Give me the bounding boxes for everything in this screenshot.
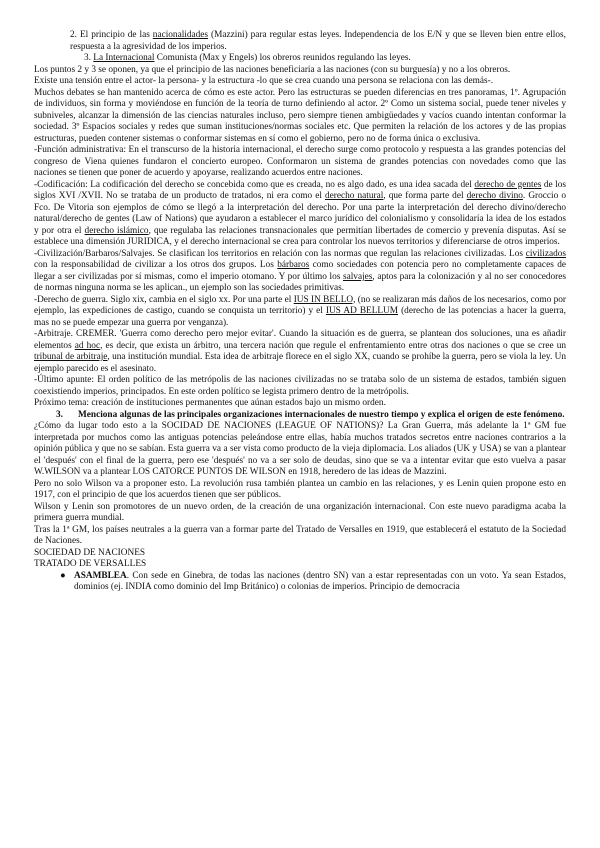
heading-number: 3.: [56, 409, 63, 420]
paragraph-versailles: Tras la 1ª GM, los países neutrales a la guerra van a formar parte del Tratado de Versalles en 1919, que establecerá el estatuto de la Sociedad de Naciones.: [34, 524, 566, 546]
underlined-term: nacionalidades: [152, 30, 209, 40]
paragraph-tension: Existe una tensión entre el actor- la persona- y la estructura -lo que se crea cuando una persona se relaciona con las demás-.: [34, 76, 494, 86]
paragraph-codification: -Codificación: La codificación del derecho se concebida como que es creada, no es algo dado, es una idea sacada del derecho de gentes de los siglos XVI /XVII. No se trataba de un producto de tratados, ni era como el derecho natural, que forma parte del derecho divino. Groccio o Fco. De Vitoria son ejemplos de cómo se llegó a la interpretación del derecho. Por una parte la interpretación del derecho divino/derecho natural/derecho de gentes (Law of Nations) que ayudaron a establecer el marco jurídico del colonialismo y consolidaría la idea de los estados y por otra el derecho islámico, que regulaba las relaciones transnacionales que permitían libertades de comercio y prevenía disputas. Así se establece una dimensión JURIDICA, y el derecho internacional se crea para controlar los nuevos territorios y diferenciarse de otros imperios.: [34, 179, 567, 247]
bullet-list: [34, 571, 566, 594]
underlined-term: derecho natural: [325, 191, 384, 201]
list-item: ● ASAMBLEA. Con sede en Ginebra, de todas las naciones (dentro SN) van a estar representadas con un voto. Ya sean Estados, dominios (ej. INDIA como dominio del Imp Británico) o colonias de imperios. Principio de democracia: [60, 570, 566, 592]
paragraph-last-note: -Último apunte: El orden político de las metrópolis de las naciones civilizadas no se trataba solo de un sistema de estados, también siguen coexistiendo imperios, principados. En este orden político se legista primero dentro de la metrópolis.: [34, 375, 566, 397]
paragraph-points-oppose: Los puntos 2 y 3 se oponen, ya que el principio de las naciones beneficiaria a las naciones (con su burguesía) y no a los obreros.: [34, 64, 511, 75]
underlined-term: salvajes: [342, 271, 373, 282]
paragraph-next-topic: Próximo tema: creación de instituciones permanentes que aúnan estados bajo un mismo orden.: [34, 398, 386, 408]
underlined-term: derecho islámico: [84, 225, 149, 236]
underlined-term: civilizados: [525, 248, 566, 259]
heading-text: Menciona algunas de las principales organizaciones internacionales de nuestro tiempo y explica el origen de este fenómeno.: [78, 409, 565, 420]
underlined-term: derecho divino: [466, 191, 523, 201]
paragraph-nationalities: 2. El principio de las nacionalidades (Mazzini) para regular estas leyes. Independencia de los E/N y que se lleven bien entre ellos, respuesta a la agresividad de los imperios.: [70, 30, 566, 52]
underlined-term: bárbaros: [277, 260, 310, 270]
label-tratado-versalles: TRATADO DE VERSALLES: [34, 559, 147, 569]
underlined-term: derecho de gentes: [474, 179, 542, 190]
paragraph-debates: Muchos debates se han mantenido acerca de cómo es este actor. Pero las estructuras se pueden diferencias en tres panoramas, 1º. Agrupación de individuos, sin forma y moviéndose en función de la teoría de turno definiendo al actor. 2º Como un sistema social, puede tener niveles y subniveles, alcanzar la dimensión de las ciencias naturales incluso, pero siempre tienen ambigüedades y vacíos cuando intentan conformar la sociedad. 3º Espacios sociales y redes que suman instituciones/normas sociales etc. Que permiten la relación de los actores y de las propias estructuras, pueden contener sistemas o conformar sistemas en sí como el gobierno, pero no de forma única o exclusiva.: [34, 87, 566, 144]
section-heading-3: [34, 410, 566, 422]
paragraph-war-law: -Derecho de guerra. Siglo xix, cambia en el siglo xx. Por una parte el IUS IN BELLO, (no se realizaran más daños de los necesarios, como por ejemplo, las expediciones de castigo, cuando se conquista un territorio) y el IUS AD BELLUM (derecho de las potencias a hacer la guerra, mas no se puede empezar una guerra por venganza).: [34, 294, 566, 328]
paragraph-administrative-function: -Función administrativa: En el transcurso de la historia internacional, el derecho surge como protocolo y respuesta a las grandes potencias del congreso de Viena quienes fundaron el concierto europeo. Conformaron un sistema de grandes potencias con novedades como que las naciones se tienen que poner de acuerdo y apoyarse, realizando acuerdos entre naciones.: [34, 145, 566, 178]
underlined-term: tribunal de arbitraje: [34, 352, 108, 362]
paragraph-lenin: Pero no solo Wilson va a proponer esto. La revolución rusa también plantea un cambio en las relaciones, y es Lenin quien propone esto en 1917, con el principio de que los acuerdos tienen que ser públicos.: [34, 478, 566, 500]
underlined-term: IUS AD BELLUM: [325, 306, 399, 316]
underlined-term: ad hoc: [74, 340, 101, 351]
paragraph-internacional: 3. La Internacional Comunista (Max y Engels) los obreros reunidos regulando las leyes.: [84, 53, 411, 63]
paragraph-league-of-nations: ¿Cómo da lugar todo esto a la SOCIDAD DE NACIONES (LEAGUE OF NATIONS)? La Gran Guerra, más adelante la 1ª GM fue interpretada por muchos como las antiguas potencias peleándose entre ellas, había muchos tratados secretos entre naciones contrarios a la opinión pública y que no se sabían. Esta guerra va a ser vista como producto de la vieja diplomacia. Los aliados (UK y USA) se van a plantear el 'después' con el final de la guerra, pero ese 'después' no va a ser solo de deudas, sino que se va a intentar evitar que esto vuelva a pasar W.WILSON va a plantear LOS CATORCE PUNTOS DE WILSON en 1918, heredero de las ideas de Mazzini.: [34, 421, 566, 477]
paragraph-civilization: -Civilización/Barbaros/Salvajes. Se clasifican los territorios en relación con las normas que regulan las relaciones civilizadas. Los civilizados con la responsabilidad de civilizar a los otros dos grupos. Los bárbaros como sociedades con potencia pero no completamente capaces de llegar a ser civilizadas por sí mismas, como el imperio otomano. Y por último los salvajes, aptos para la colonización y al no ser conocedores de normas ninguna norma se les aplican., un ejemplo son las sociedades primitivas.: [34, 248, 566, 293]
bullet-icon: ●: [60, 570, 66, 581]
label-sociedad-naciones: SOCIEDAD DE NACIONES: [34, 547, 146, 558]
underlined-term: La Internacional: [93, 53, 155, 63]
paragraph-arbitration: -Arbitraje. CREMER. 'Guerra como derecho pero mejor evitar'. Cuando la situación es de guerra, se plantean dos soluciones, una es añadir elementos ad hoc, es decir, que exista un árbitro, una tercera nación que regule el enfrentamiento entre otras dos naciones o que se cree un tribunal de arbitraje, una institución mundial. Esta idea de arbitraje florece en el siglo XX, cuando se prohíbe la guerra, pero se viola la ley. Un ejemplo parecido es el asesinato.: [34, 329, 567, 374]
paragraph-new-order: Wilson y Lenin son promotores de un nuevo orden, de la creación de una organización internacional. Con este nuevo paradigma acaba la primera guerra mundial.: [34, 501, 566, 523]
underlined-term: IUS IN BELLO,: [293, 294, 356, 305]
